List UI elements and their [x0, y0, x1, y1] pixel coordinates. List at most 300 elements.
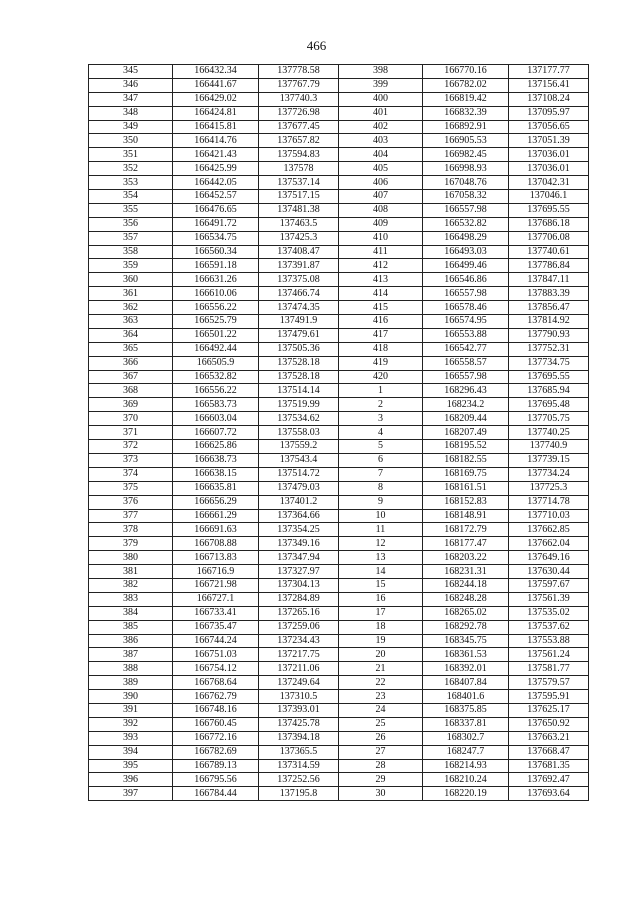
table-row — [89, 690, 589, 704]
x-coordinate-left: 166610.06 — [173, 287, 259, 301]
point-number-right: 15 — [339, 578, 423, 592]
x-coordinate-right: 166499.46 — [423, 259, 509, 273]
table-row — [89, 301, 589, 315]
y-coordinate-left: 137519.99 — [259, 398, 339, 412]
y-coordinate-right: 137668.47 — [509, 745, 589, 759]
point-number-left: 364 — [89, 328, 173, 342]
y-coordinate-left: 137767.79 — [259, 78, 339, 92]
x-coordinate-left: 166635.81 — [173, 481, 259, 495]
x-coordinate-right: 168161.51 — [423, 481, 509, 495]
point-number-right: 414 — [339, 287, 423, 301]
x-coordinate-left: 166583.73 — [173, 398, 259, 412]
point-number-left: 392 — [89, 717, 173, 731]
y-coordinate-left: 137558.03 — [259, 426, 339, 440]
y-coordinate-right: 137786.84 — [509, 259, 589, 273]
table-row — [89, 245, 589, 259]
point-number-left: 395 — [89, 759, 173, 773]
y-coordinate-left: 137284.89 — [259, 592, 339, 606]
point-number-left: 357 — [89, 231, 173, 245]
x-coordinate-right: 166557.98 — [423, 203, 509, 217]
y-coordinate-left: 137211.06 — [259, 662, 339, 676]
x-coordinate-right: 168177.47 — [423, 537, 509, 551]
point-number-right: 416 — [339, 315, 423, 329]
table-row — [89, 606, 589, 620]
table-row — [89, 759, 589, 773]
x-coordinate-right: 166782.02 — [423, 78, 509, 92]
x-coordinate-right: 168195.52 — [423, 440, 509, 454]
table-row — [89, 523, 589, 537]
x-coordinate-left: 166631.26 — [173, 273, 259, 287]
x-coordinate-right: 166819.42 — [423, 92, 509, 106]
y-coordinate-left: 137537.14 — [259, 176, 339, 190]
table-row — [89, 495, 589, 509]
x-coordinate-left: 166556.22 — [173, 384, 259, 398]
x-coordinate-left: 166603.04 — [173, 412, 259, 426]
table-row — [89, 148, 589, 162]
x-coordinate-right: 168210.24 — [423, 773, 509, 787]
y-coordinate-right: 137662.04 — [509, 537, 589, 551]
page-number: 466 — [306, 38, 327, 53]
x-coordinate-right: 168169.75 — [423, 467, 509, 481]
point-number-right: 418 — [339, 342, 423, 356]
x-coordinate-left: 166441.67 — [173, 78, 259, 92]
table-row — [89, 203, 589, 217]
point-number-left: 368 — [89, 384, 173, 398]
x-coordinate-right: 168220.19 — [423, 787, 509, 801]
point-number-right: 3 — [339, 412, 423, 426]
table-row — [89, 106, 589, 120]
y-coordinate-right: 137710.03 — [509, 509, 589, 523]
table-row — [89, 273, 589, 287]
table-row — [89, 551, 589, 565]
y-coordinate-left: 137778.58 — [259, 65, 339, 79]
point-number-right: 407 — [339, 190, 423, 204]
y-coordinate-right: 137740.61 — [509, 245, 589, 259]
y-coordinate-right: 137650.92 — [509, 717, 589, 731]
point-number-right: 13 — [339, 551, 423, 565]
point-number-left: 353 — [89, 176, 173, 190]
coordinates-table — [88, 64, 589, 801]
y-coordinate-left: 137401.2 — [259, 495, 339, 509]
x-coordinate-right: 168407.84 — [423, 676, 509, 690]
x-coordinate-left: 166414.76 — [173, 134, 259, 148]
point-number-left: 393 — [89, 731, 173, 745]
x-coordinate-right: 166832.39 — [423, 106, 509, 120]
y-coordinate-left: 137425.78 — [259, 717, 339, 731]
table-row — [89, 620, 589, 634]
x-coordinate-left: 166492.44 — [173, 342, 259, 356]
x-coordinate-right: 166558.57 — [423, 356, 509, 370]
table-row — [89, 259, 589, 273]
x-coordinate-right: 168209.44 — [423, 412, 509, 426]
x-coordinate-left: 166421.43 — [173, 148, 259, 162]
x-coordinate-left: 166691.63 — [173, 523, 259, 537]
table-row — [89, 231, 589, 245]
point-number-right: 2 — [339, 398, 423, 412]
x-coordinate-left: 166424.81 — [173, 106, 259, 120]
point-number-right: 10 — [339, 509, 423, 523]
x-coordinate-left: 166607.72 — [173, 426, 259, 440]
x-coordinate-left: 166415.81 — [173, 120, 259, 134]
y-coordinate-left: 137304.13 — [259, 578, 339, 592]
x-coordinate-left: 166772.16 — [173, 731, 259, 745]
y-coordinate-right: 137042.31 — [509, 176, 589, 190]
table-row — [89, 78, 589, 92]
table-row — [89, 634, 589, 648]
y-coordinate-right: 137662.85 — [509, 523, 589, 537]
x-coordinate-left: 166491.72 — [173, 217, 259, 231]
y-coordinate-right: 137740.9 — [509, 440, 589, 454]
point-number-right: 412 — [339, 259, 423, 273]
point-number-left: 369 — [89, 398, 173, 412]
y-coordinate-right: 137537.62 — [509, 620, 589, 634]
x-coordinate-right: 166542.77 — [423, 342, 509, 356]
x-coordinate-left: 166429.02 — [173, 92, 259, 106]
point-number-right: 419 — [339, 356, 423, 370]
point-number-left: 387 — [89, 648, 173, 662]
y-coordinate-right: 137734.24 — [509, 467, 589, 481]
point-number-right: 23 — [339, 690, 423, 704]
y-coordinate-left: 137559.2 — [259, 440, 339, 454]
point-number-right: 20 — [339, 648, 423, 662]
point-number-right: 22 — [339, 676, 423, 690]
point-number-left: 388 — [89, 662, 173, 676]
x-coordinate-left: 166638.73 — [173, 453, 259, 467]
x-coordinate-right: 168231.31 — [423, 565, 509, 579]
point-number-left: 350 — [89, 134, 173, 148]
point-number-left: 380 — [89, 551, 173, 565]
point-number-right: 398 — [339, 65, 423, 79]
x-coordinate-left: 166735.47 — [173, 620, 259, 634]
y-coordinate-left: 137578 — [259, 162, 339, 176]
point-number-right: 420 — [339, 370, 423, 384]
point-number-right: 25 — [339, 717, 423, 731]
x-coordinate-right: 168207.49 — [423, 426, 509, 440]
y-coordinate-right: 137695.55 — [509, 370, 589, 384]
point-number-right: 12 — [339, 537, 423, 551]
y-coordinate-left: 137474.35 — [259, 301, 339, 315]
y-coordinate-left: 137391.87 — [259, 259, 339, 273]
point-number-left: 385 — [89, 620, 173, 634]
point-number-left: 378 — [89, 523, 173, 537]
table-row — [89, 537, 589, 551]
table-row — [89, 481, 589, 495]
y-coordinate-left: 137347.94 — [259, 551, 339, 565]
table-row — [89, 440, 589, 454]
y-coordinate-left: 137349.16 — [259, 537, 339, 551]
x-coordinate-right: 168182.55 — [423, 453, 509, 467]
point-number-left: 354 — [89, 190, 173, 204]
point-number-left: 367 — [89, 370, 173, 384]
table-row — [89, 328, 589, 342]
x-coordinate-left: 166754.12 — [173, 662, 259, 676]
y-coordinate-right: 137108.24 — [509, 92, 589, 106]
x-coordinate-right: 167048.76 — [423, 176, 509, 190]
point-number-right: 403 — [339, 134, 423, 148]
x-coordinate-right: 166892.91 — [423, 120, 509, 134]
y-coordinate-right: 137625.17 — [509, 703, 589, 717]
table-row — [89, 120, 589, 134]
y-coordinate-left: 137481.38 — [259, 203, 339, 217]
point-number-right: 410 — [339, 231, 423, 245]
x-coordinate-right: 167058.32 — [423, 190, 509, 204]
y-coordinate-right: 137739.15 — [509, 453, 589, 467]
y-coordinate-right: 137649.16 — [509, 551, 589, 565]
y-coordinate-left: 137514.72 — [259, 467, 339, 481]
x-coordinate-right: 168203.22 — [423, 551, 509, 565]
y-coordinate-left: 137327.97 — [259, 565, 339, 579]
point-number-left: 348 — [89, 106, 173, 120]
point-number-right: 417 — [339, 328, 423, 342]
y-coordinate-left: 137394.18 — [259, 731, 339, 745]
point-number-left: 355 — [89, 203, 173, 217]
point-number-right: 8 — [339, 481, 423, 495]
point-number-left: 390 — [89, 690, 173, 704]
y-coordinate-left: 137543.4 — [259, 453, 339, 467]
x-coordinate-left: 166556.22 — [173, 301, 259, 315]
y-coordinate-right: 137692.47 — [509, 773, 589, 787]
y-coordinate-left: 137425.3 — [259, 231, 339, 245]
point-number-right: 404 — [339, 148, 423, 162]
point-number-right: 16 — [339, 592, 423, 606]
table-row — [89, 662, 589, 676]
y-coordinate-right: 137695.55 — [509, 203, 589, 217]
table-row — [89, 426, 589, 440]
x-coordinate-right: 168292.78 — [423, 620, 509, 634]
y-coordinate-right: 137705.75 — [509, 412, 589, 426]
point-number-right: 405 — [339, 162, 423, 176]
x-coordinate-right: 168148.91 — [423, 509, 509, 523]
table-row — [89, 176, 589, 190]
x-coordinate-left: 166708.88 — [173, 537, 259, 551]
x-coordinate-left: 166751.03 — [173, 648, 259, 662]
point-number-left: 371 — [89, 426, 173, 440]
x-coordinate-right: 168234.2 — [423, 398, 509, 412]
table-row — [89, 453, 589, 467]
y-coordinate-right: 137595.91 — [509, 690, 589, 704]
y-coordinate-right: 137056.65 — [509, 120, 589, 134]
x-coordinate-right: 168337.81 — [423, 717, 509, 731]
point-number-right: 409 — [339, 217, 423, 231]
point-number-left: 376 — [89, 495, 173, 509]
y-coordinate-left: 137217.75 — [259, 648, 339, 662]
x-coordinate-left: 166713.83 — [173, 551, 259, 565]
y-coordinate-left: 137479.61 — [259, 328, 339, 342]
y-coordinate-right: 137740.25 — [509, 426, 589, 440]
x-coordinate-right: 168392.01 — [423, 662, 509, 676]
y-coordinate-left: 137466.74 — [259, 287, 339, 301]
x-coordinate-right: 166553.88 — [423, 328, 509, 342]
point-number-right: 6 — [339, 453, 423, 467]
point-number-left: 384 — [89, 606, 173, 620]
y-coordinate-left: 137491.9 — [259, 315, 339, 329]
x-coordinate-right: 168265.02 — [423, 606, 509, 620]
point-number-left: 396 — [89, 773, 173, 787]
y-coordinate-left: 137479.03 — [259, 481, 339, 495]
point-number-left: 375 — [89, 481, 173, 495]
table-row — [89, 65, 589, 79]
x-coordinate-right: 166557.98 — [423, 287, 509, 301]
y-coordinate-left: 137234.43 — [259, 634, 339, 648]
point-number-left: 381 — [89, 565, 173, 579]
table-row — [89, 703, 589, 717]
point-number-right: 21 — [339, 662, 423, 676]
table-row — [89, 217, 589, 231]
point-number-right: 24 — [339, 703, 423, 717]
x-coordinate-left: 166432.34 — [173, 65, 259, 79]
point-number-left: 346 — [89, 78, 173, 92]
y-coordinate-right: 137714.78 — [509, 495, 589, 509]
point-number-left: 382 — [89, 578, 173, 592]
y-coordinate-left: 137408.47 — [259, 245, 339, 259]
x-coordinate-right: 168302.7 — [423, 731, 509, 745]
point-number-right: 1 — [339, 384, 423, 398]
x-coordinate-right: 166998.93 — [423, 162, 509, 176]
x-coordinate-right: 166557.98 — [423, 370, 509, 384]
point-number-right: 4 — [339, 426, 423, 440]
x-coordinate-left: 166744.24 — [173, 634, 259, 648]
x-coordinate-left: 166762.79 — [173, 690, 259, 704]
table-row — [89, 92, 589, 106]
point-number-left: 370 — [89, 412, 173, 426]
point-number-right: 7 — [339, 467, 423, 481]
x-coordinate-right: 166574.95 — [423, 315, 509, 329]
point-number-left: 362 — [89, 301, 173, 315]
table-row — [89, 162, 589, 176]
x-coordinate-left: 166789.13 — [173, 759, 259, 773]
point-number-right: 28 — [339, 759, 423, 773]
table-row — [89, 717, 589, 731]
point-number-right: 400 — [339, 92, 423, 106]
y-coordinate-right: 137051.39 — [509, 134, 589, 148]
point-number-left: 389 — [89, 676, 173, 690]
x-coordinate-left: 166442.05 — [173, 176, 259, 190]
point-number-left: 345 — [89, 65, 173, 79]
x-coordinate-right: 168247.7 — [423, 745, 509, 759]
point-number-left: 347 — [89, 92, 173, 106]
y-coordinate-left: 137365.5 — [259, 745, 339, 759]
x-coordinate-left: 166505.9 — [173, 356, 259, 370]
y-coordinate-right: 137790.93 — [509, 328, 589, 342]
x-coordinate-left: 166591.18 — [173, 259, 259, 273]
point-number-right: 5 — [339, 440, 423, 454]
x-coordinate-left: 166656.29 — [173, 495, 259, 509]
y-coordinate-right: 137693.64 — [509, 787, 589, 801]
y-coordinate-right: 137046.1 — [509, 190, 589, 204]
y-coordinate-right: 137095.97 — [509, 106, 589, 120]
table-row — [89, 287, 589, 301]
y-coordinate-right: 137663.21 — [509, 731, 589, 745]
y-coordinate-left: 137517.15 — [259, 190, 339, 204]
point-number-right: 19 — [339, 634, 423, 648]
y-coordinate-right: 137725.3 — [509, 481, 589, 495]
table-row — [89, 592, 589, 606]
point-number-left: 391 — [89, 703, 173, 717]
table-row — [89, 509, 589, 523]
y-coordinate-right: 137553.88 — [509, 634, 589, 648]
x-coordinate-left: 166525.79 — [173, 315, 259, 329]
point-number-right: 413 — [339, 273, 423, 287]
table-row — [89, 356, 589, 370]
point-number-right: 408 — [339, 203, 423, 217]
table-row — [89, 676, 589, 690]
x-coordinate-left: 166721.98 — [173, 578, 259, 592]
x-coordinate-left: 166560.34 — [173, 245, 259, 259]
x-coordinate-right: 168296.43 — [423, 384, 509, 398]
x-coordinate-left: 166727.1 — [173, 592, 259, 606]
point-number-left: 351 — [89, 148, 173, 162]
y-coordinate-right: 137561.39 — [509, 592, 589, 606]
point-number-left: 363 — [89, 315, 173, 329]
point-number-left: 349 — [89, 120, 173, 134]
y-coordinate-right: 137561.24 — [509, 648, 589, 662]
table-row — [89, 398, 589, 412]
point-number-left: 360 — [89, 273, 173, 287]
table-row — [89, 370, 589, 384]
y-coordinate-left: 137265.16 — [259, 606, 339, 620]
x-coordinate-left: 166784.44 — [173, 787, 259, 801]
point-number-left: 379 — [89, 537, 173, 551]
y-coordinate-left: 137463.5 — [259, 217, 339, 231]
y-coordinate-left: 137195.8 — [259, 787, 339, 801]
point-number-right: 415 — [339, 301, 423, 315]
y-coordinate-left: 137310.5 — [259, 690, 339, 704]
point-number-left: 394 — [89, 745, 173, 759]
table-row — [89, 134, 589, 148]
x-coordinate-left: 166795.56 — [173, 773, 259, 787]
y-coordinate-left: 137726.98 — [259, 106, 339, 120]
x-coordinate-left: 166532.82 — [173, 370, 259, 384]
point-number-right: 11 — [339, 523, 423, 537]
point-number-left: 366 — [89, 356, 173, 370]
table-row — [89, 745, 589, 759]
coordinates-table-body — [89, 65, 589, 801]
x-coordinate-left: 166638.15 — [173, 467, 259, 481]
y-coordinate-left: 137364.66 — [259, 509, 339, 523]
y-coordinate-left: 137528.18 — [259, 356, 339, 370]
point-number-right: 26 — [339, 731, 423, 745]
y-coordinate-left: 137375.08 — [259, 273, 339, 287]
table-row — [89, 578, 589, 592]
x-coordinate-right: 168361.53 — [423, 648, 509, 662]
x-coordinate-left: 166661.29 — [173, 509, 259, 523]
y-coordinate-right: 137695.48 — [509, 398, 589, 412]
y-coordinate-right: 137734.75 — [509, 356, 589, 370]
y-coordinate-left: 137249.64 — [259, 676, 339, 690]
point-number-left: 352 — [89, 162, 173, 176]
point-number-right: 411 — [339, 245, 423, 259]
table-row — [89, 565, 589, 579]
point-number-left: 361 — [89, 287, 173, 301]
y-coordinate-left: 137657.82 — [259, 134, 339, 148]
table-row — [89, 731, 589, 745]
y-coordinate-right: 137814.92 — [509, 315, 589, 329]
y-coordinate-right: 137847.11 — [509, 273, 589, 287]
x-coordinate-left: 166476.65 — [173, 203, 259, 217]
x-coordinate-right: 166493.03 — [423, 245, 509, 259]
y-coordinate-right: 137535.02 — [509, 606, 589, 620]
y-coordinate-left: 137534.62 — [259, 412, 339, 426]
y-coordinate-right: 137681.35 — [509, 759, 589, 773]
y-coordinate-right: 137686.18 — [509, 217, 589, 231]
point-number-left: 356 — [89, 217, 173, 231]
x-coordinate-right: 168172.79 — [423, 523, 509, 537]
x-coordinate-right: 168214.93 — [423, 759, 509, 773]
x-coordinate-right: 168345.75 — [423, 634, 509, 648]
y-coordinate-right: 137156.41 — [509, 78, 589, 92]
y-coordinate-right: 137883.39 — [509, 287, 589, 301]
table-row — [89, 787, 589, 801]
